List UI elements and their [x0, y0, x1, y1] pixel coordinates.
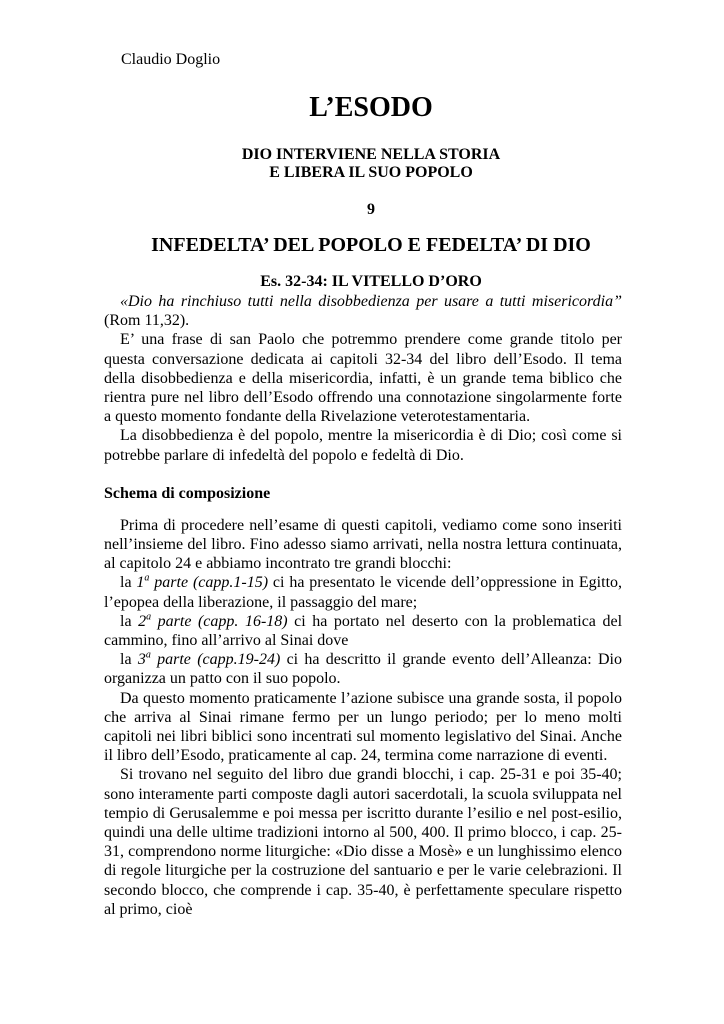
chapter-number: 9: [367, 201, 375, 218]
part-2-text: ci ha portato nel deserto con la problematica del cammino, fino all’arrivo al Sinai dove: [104, 612, 623, 650]
document-page: [104, 50, 622, 919]
epigraph: [104, 292, 622, 330]
schema-paragraph-2: Da questo momento praticamente l’azione subisce una grande sosta, il popolo che arriva al Sinai rimane fermo per un lungo periodo; per lo meno molti capitoli nei libri biblici sono incentrati sul momento legislativo del Sinai. Anche il libro dell’Esodo, praticamente al cap. 24, termina come narrazione di eventi.: [104, 689, 622, 765]
part-1-paragraph: [104, 573, 622, 611]
part-2-label: [138, 613, 288, 630]
intro-paragraph-1: E’ una frase di san Paolo che potremmo prendere come grande titolo per questa conversazione dedicata ai capitoli 32-34 del libro dell’Esodo. Il tema della disobbedienza e della misericordia, infatti, è un grande tema biblico che rientra pure nel libro dell’Esodo offrendo una connotazione singolarmente forte a questo momento fondante della Rivelazione veterotestamentaria.: [104, 331, 622, 426]
part-3-ordinal: a: [145, 649, 151, 661]
subtitle: [120, 146, 622, 182]
part-3-number: 3: [137, 651, 146, 669]
part-2-paragraph: [104, 612, 622, 650]
part-3-text: ci ha descritto il grande evento dell’Alleanza: Dio organizza un patto con il suo popolo.: [104, 651, 623, 688]
part-2-prefix: la: [120, 612, 139, 630]
part-1-range: parte (capp.1-15): [149, 574, 269, 592]
part-1-label: [136, 574, 268, 591]
part-3-paragraph: [104, 650, 622, 688]
part-1-number: 1: [136, 574, 145, 592]
passage-title: Es. 32-34: IL VITELLO D’ORO: [260, 273, 482, 290]
part-2-number: 2: [138, 612, 147, 630]
author: Claudio Doglio: [121, 51, 221, 68]
schema-paragraph-1: Prima di procedere nell’esame di questi capitoli, vediamo come sono inseriti nell’insieme del libro. Fino adesso siamo arrivati, nella nostra lettura continuata, al capitolo 24 e abbiamo incontrato tre grandi blocchi:: [104, 516, 622, 573]
epigraph-quote: «Dio ha rinchiuso tutti nella disobbedienza per usare a tutti misericordia”: [120, 293, 622, 310]
part-2-ordinal: a: [146, 611, 152, 623]
intro-paragraph-2: La disobbedienza è del popolo, mentre la misericordia è di Dio; così come si potrebbe parlare di infedeltà del popolo e fedeltà di Dio.: [104, 427, 622, 464]
part-1-text: ci ha presentato le vicende dell’oppressione in Egitto, l’epopea della liberazione, il passaggio del mare;: [104, 574, 623, 611]
part-3-range: parte (capp.19-24): [150, 651, 281, 669]
part-3-prefix: la: [120, 651, 138, 669]
part-2-range: parte (capp. 16-18): [151, 612, 288, 630]
part-1-ordinal: a: [144, 573, 150, 585]
part-3-label: [138, 651, 280, 668]
book-title: L’ESODO: [309, 92, 433, 123]
section-heading: Schema di composizione: [104, 484, 271, 502]
chapter-title: INFEDELTA’ DEL POPOLO E FEDELTA’ DI DIO: [151, 234, 591, 256]
subtitle-line-1: DIO INTERVIENE NELLA STORIA: [241, 146, 501, 163]
subtitle-line-2: E LIBERA IL SUO POPOLO: [269, 164, 473, 181]
schema-paragraph-3: Si trovano nel seguito del libro due grandi blocchi, i cap. 25-31 e poi 35-40; sono interamente parti composte dagli autori sacerdotali, la scuola sviluppata nel tempio di Gerusalemme e poi messa per iscritto durante l’esilio e nel post-esilio, quindi una delle ultime tradizioni intorno al 500, 400. Il primo blocco, i cap. 25-31, comprendono norme liturgiche: «Dio disse a Mosè» e un lunghissimo elenco di regole liturgiche per la costruzione del santuario e per le varie celebrazioni. Il secondo blocco, che comprende i cap. 35-40, è perfettamente speculare rispetto al primo, cioè: [104, 766, 622, 918]
part-1-prefix: la: [120, 574, 137, 592]
epigraph-reference: (Rom 11,32).: [104, 312, 190, 330]
